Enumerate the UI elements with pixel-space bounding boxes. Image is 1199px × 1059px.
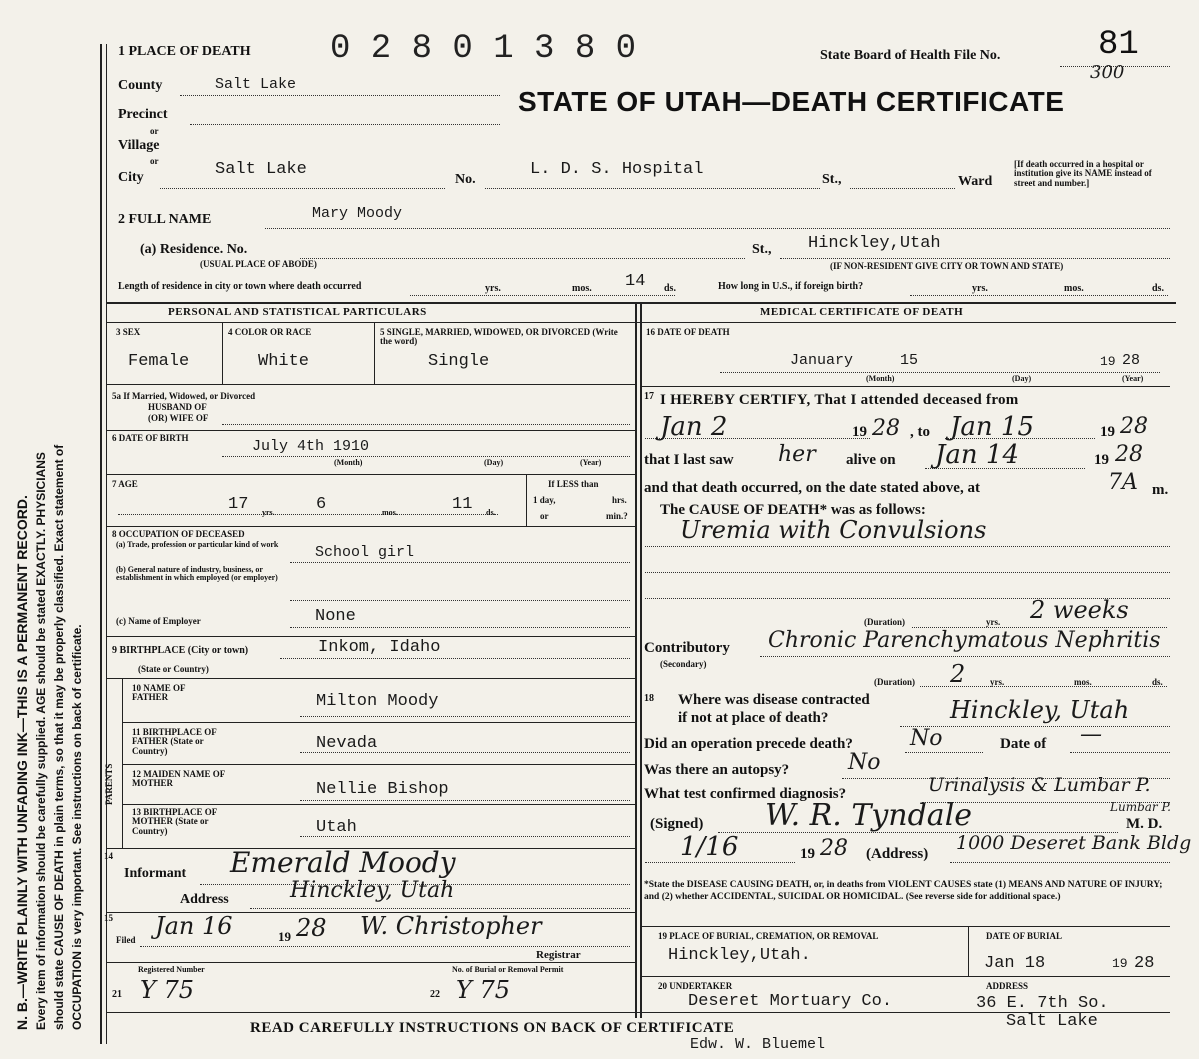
county-label: County: [118, 78, 163, 93]
length-mos: mos.: [572, 283, 592, 294]
contracted-text-2: if not at place of death?: [678, 710, 829, 726]
autopsy-label: Was there an autopsy?: [644, 762, 790, 778]
filed-label: Filed: [116, 935, 136, 945]
residence-label: (a) Residence. No.: [140, 242, 248, 257]
nonresident-label: (IF NON-RESIDENT GIVE CITY OR TOWN AND STATE): [830, 261, 1064, 271]
occupation-a-label: (a) Trade, profession or particular kind of work: [116, 540, 279, 549]
side-note-line1: N. B.—WRITE PLAINLY WITH UNFADING INK—THIS IS A PERMANENT RECORD.: [14, 495, 30, 1030]
age-years: 17: [228, 495, 249, 514]
attended-from: Jan 2: [660, 412, 728, 442]
full-name-value: Mary Moody: [312, 205, 403, 222]
marital-value: Single: [428, 352, 490, 371]
undertaker-name: Edw. W. Bluemel: [690, 1036, 826, 1053]
burial-date-value: Jan 18: [984, 954, 1046, 973]
birthplace-value: Inkom, Idaho: [318, 638, 441, 657]
operation-value: No: [910, 726, 943, 751]
min-label: min.?: [606, 511, 628, 521]
registered-number-label: Registered Number: [138, 965, 205, 974]
contributory-label: Contributory: [644, 640, 730, 656]
occupation-label: 8 OCCUPATION OF DECEASED: [112, 529, 245, 539]
residence-st-label: St.,: [752, 242, 772, 257]
county-value: Salt Lake: [215, 76, 297, 93]
death-month-label: (Month): [866, 374, 895, 383]
autopsy-value: No: [848, 750, 881, 775]
spouse-label-2: HUSBAND OF: [148, 402, 207, 412]
to-label: , to: [910, 424, 930, 440]
place-of-death-label: 1 PLACE OF DEATH: [118, 44, 251, 59]
sex-label: 3 SEX: [116, 327, 141, 337]
cause-value: Uremia with Convulsions: [680, 516, 987, 544]
file-no: 81: [1098, 26, 1139, 64]
physician-address-label: (Address): [866, 846, 929, 862]
residence-value: Hinckley,Utah: [808, 234, 941, 253]
attended-to-19: 19: [1100, 424, 1115, 440]
burial-date-label: DATE OF BURIAL: [986, 931, 1063, 941]
physician-address-value: 1000 Deseret Bank Bldg: [956, 832, 1192, 854]
attended-to-year: 28: [1120, 414, 1148, 439]
father-name-label: 10 NAME OF FATHER: [132, 683, 186, 703]
duration-yrs-label-2: yrs.: [990, 677, 1005, 687]
last-saw-date: Jan 14: [935, 440, 1020, 470]
birthplace-label: 9 BIRTHPLACE (City or town): [112, 645, 249, 656]
less-than-label: If LESS than: [548, 479, 599, 489]
age-months: 6: [316, 495, 327, 514]
occupation-value: School girl: [315, 544, 415, 561]
occurred-text: and that death occurred, on the date stated above, at: [644, 480, 980, 496]
filed-19: 19: [278, 929, 291, 944]
burial-19: 19: [1112, 956, 1128, 971]
burial-year: 28: [1134, 954, 1155, 973]
duration-mos-label-2: mos.: [1074, 677, 1092, 687]
or-min-label: or: [540, 511, 549, 521]
mother-name-value: Nellie Bishop: [316, 780, 449, 799]
last-saw-19: 19: [1094, 452, 1109, 468]
undertaker-value: Deseret Mortuary Co.: [688, 992, 893, 1011]
occupation-b-label: (b) General nature of industry, business, or establishment in which employed (or employer): [116, 565, 278, 583]
secondary-label: (Secondary): [660, 659, 707, 669]
item-17-label: 17: [644, 391, 654, 402]
spouse-label-1: 5a If Married, Widowed, or Divorced: [112, 391, 256, 401]
length-days: 14: [625, 272, 646, 291]
side-note-line3: should state CAUSE OF DEATH in plain terms, so that it may be properly classified. Exact statement of: [52, 444, 66, 1030]
how-long-ds: ds.: [1152, 283, 1164, 294]
death-month: January: [790, 352, 854, 369]
father-name-value: Milton Moody: [316, 692, 439, 711]
mother-birthplace-label: 13 BIRTHPLACE OF MOTHER (State or Country): [132, 807, 217, 836]
item-18-label: 18: [644, 693, 654, 704]
signed-label: (Signed): [650, 816, 704, 832]
date-of-death-label: 16 DATE OF DEATH: [646, 327, 730, 337]
full-name-label: 2 FULL NAME: [118, 212, 212, 227]
father-birthplace-value: Nevada: [316, 734, 378, 753]
test-label: What test confirmed diagnosis?: [644, 786, 847, 802]
undertaker-address-value: 36 E. 7th So.: [976, 994, 1109, 1013]
duration-ds-label-2: ds.: [1152, 677, 1163, 687]
ward-label: Ward: [958, 174, 993, 189]
death-year-label: (Year): [1122, 374, 1144, 383]
color-value: White: [258, 352, 310, 371]
employer-value: None: [315, 607, 356, 626]
m-label: m.: [1152, 482, 1169, 498]
death-19: 19: [1100, 354, 1116, 369]
length-ds: ds.: [664, 283, 676, 294]
death-day: 15: [900, 352, 919, 369]
dob-value: July 4th 1910: [252, 438, 370, 455]
registrar-signature: W. Christopher: [360, 912, 542, 940]
usual-place-label: (USUAL PLACE OF ABODE): [200, 259, 317, 269]
signed-date: 1/16: [680, 832, 739, 862]
age-days: 11: [452, 495, 473, 514]
mother-name-label: 12 MAIDEN NAME OF MOTHER: [132, 769, 225, 789]
duration-yrs-label: yrs.: [986, 617, 1001, 627]
signed-year: 28: [820, 836, 848, 861]
cause-footnote: *State the DISEASE CAUSING DEATH, or, in deaths from VIOLENT CAUSES state (1) MEANS AND NATURE OF INJURY; and (2) whether ACCIDENTAL, SUICIDAL OR HOMICIDAL. (See reverse side for additional space.): [644, 880, 1163, 902]
physician-signature: W. R. Tyndale: [765, 798, 973, 833]
date-of-label: Date of: [1000, 736, 1047, 752]
burial-permit-label: No. of Burial or Removal Permit: [452, 965, 564, 974]
personal-section-title: PERSONAL AND STATISTICAL PARTICULARS: [168, 306, 427, 318]
or-label-2: or: [150, 156, 159, 166]
spouse-label-3: (OR) WIFE OF: [148, 413, 209, 423]
registered-number-value: Y 75: [140, 976, 195, 1004]
age-mos-label: mos.: [382, 508, 398, 517]
no-label: No.: [455, 172, 476, 187]
operation-date: —: [1080, 722, 1102, 747]
attended-to: Jan 15: [950, 412, 1035, 442]
city-value: Salt Lake: [215, 160, 307, 179]
certificate-title: STATE OF UTAH—DEATH CERTIFICATE: [518, 86, 1065, 117]
color-label: 4 COLOR OR RACE: [228, 327, 312, 337]
village-label: Village: [118, 138, 160, 153]
last-saw-year: 28: [1115, 442, 1143, 467]
death-year: 28: [1122, 352, 1141, 369]
item-22-label: 22: [430, 989, 440, 1000]
burial-place-value: Hinckley,Utah.: [668, 946, 811, 965]
pronoun-value: her: [778, 442, 816, 467]
duration-value: 2 weeks: [1030, 596, 1129, 624]
burial-place-label: 19 PLACE OF BURIAL, CREMATION, OR REMOVAL: [658, 931, 879, 941]
length-label: Length of residence in city or town where death occurred: [118, 281, 362, 292]
hrs-label: hrs.: [612, 495, 627, 505]
undertaker-city: Salt Lake: [1006, 1012, 1098, 1031]
test-extra-value: Lumbar P.: [1110, 800, 1171, 814]
age-ds-label: ds.: [486, 508, 496, 517]
length-yrs: yrs.: [485, 283, 501, 294]
ward-note: [If death occurred in a hospital or institution give its NAME instead of street and number.]: [1014, 159, 1152, 188]
cause-text: The CAUSE OF DEATH* was as follows:: [660, 502, 926, 518]
instructions-footer: READ CAREFULLY INSTRUCTIONS ON BACK OF CERTIFICATE: [250, 1020, 735, 1036]
last-saw-text: that I last saw: [644, 452, 734, 468]
file-no-secondary: 300: [1090, 62, 1125, 83]
informant-address-label: Address: [180, 892, 229, 907]
marital-label: 5 SINGLE, MARRIED, WIDOWED, OR DIVORCED (Write the word): [380, 327, 618, 347]
hospital-value: L. D. S. Hospital: [530, 160, 704, 179]
attended-from-19: 19: [852, 424, 867, 440]
medical-section-title: MEDICAL CERTIFICATE OF DEATH: [760, 306, 964, 318]
filed-date: Jan 16: [155, 912, 233, 940]
contracted-text-1: Where was disease contracted: [678, 692, 870, 708]
city-label: City: [118, 170, 144, 185]
informant-address-value: Hinckley, Utah: [290, 878, 455, 903]
signed-19: 19: [800, 846, 815, 862]
test-value: Urinalysis & Lumbar P.: [928, 774, 1151, 796]
st-label: St.,: [822, 172, 842, 187]
contributory-value: Chronic Parenchymatous Nephritis: [768, 628, 1161, 653]
md-label: M. D.: [1126, 816, 1163, 832]
attended-from-year: 28: [872, 416, 900, 441]
employer-label: (c) Name of Employer: [116, 616, 201, 626]
certificate-number: 0 2 8 0 1 3 8 0: [330, 30, 637, 68]
alive-on-text: alive on: [846, 452, 896, 468]
side-note-line4: OCCUPATION is very important. See instructions on back of certificate.: [70, 624, 84, 1030]
item-15-label: 15: [104, 913, 113, 923]
death-time: 7A: [1108, 470, 1138, 495]
age-yrs-label: yrs.: [262, 508, 275, 517]
item-21-label: 21: [112, 989, 122, 1000]
birthplace-sub-label: (State or Country): [138, 664, 209, 674]
side-note-line2: Every item of information should be carefully supplied. AGE should be stated EXACTLY. PHYSICIANS: [34, 452, 48, 1030]
registrar-label: Registrar: [536, 949, 581, 961]
dob-month-label: (Month): [334, 458, 363, 467]
undertaker-label: 20 UNDERTAKER: [658, 981, 733, 991]
or-label-1: or: [150, 126, 159, 136]
death-day-label: (Day): [1012, 374, 1032, 383]
filed-year: 28: [296, 914, 327, 942]
undertaker-address-label: ADDRESS: [986, 981, 1029, 991]
operation-label: Did an operation precede death?: [644, 736, 853, 752]
informant-value: Emerald Moody: [230, 846, 456, 879]
dob-year-label: (Year): [580, 458, 602, 467]
informant-label: Informant: [124, 866, 187, 881]
father-birthplace-label: 11 BIRTHPLACE OF FATHER (State or Country): [132, 727, 217, 756]
duration-label-2: (Duration): [874, 677, 915, 687]
mother-birthplace-value: Utah: [316, 818, 357, 837]
parents-label: PARENTS: [104, 763, 114, 805]
item-14-label: 14: [104, 851, 113, 861]
how-long-yrs: yrs.: [972, 283, 988, 294]
duration-label: (Duration): [864, 617, 905, 627]
age-label: 7 AGE: [112, 479, 138, 489]
how-long-mos: mos.: [1064, 283, 1084, 294]
certify-text: I HEREBY CERTIFY, That I attended deceased from: [660, 392, 1019, 408]
sex-value: Female: [128, 352, 190, 371]
burial-permit-value: Y 75: [456, 976, 511, 1004]
file-no-label: State Board of Health File No.: [820, 48, 1001, 63]
dob-day-label: (Day): [484, 458, 504, 467]
dob-label: 6 DATE OF BIRTH: [112, 433, 189, 443]
less-than-day-label: 1 day,: [533, 495, 556, 505]
precinct-label: Precinct: [118, 107, 168, 122]
contracted-value: Hinckley, Utah: [950, 696, 1130, 724]
duration-value-2: 2: [950, 660, 966, 688]
how-long-label: How long in U.S., if foreign birth?: [718, 281, 864, 292]
